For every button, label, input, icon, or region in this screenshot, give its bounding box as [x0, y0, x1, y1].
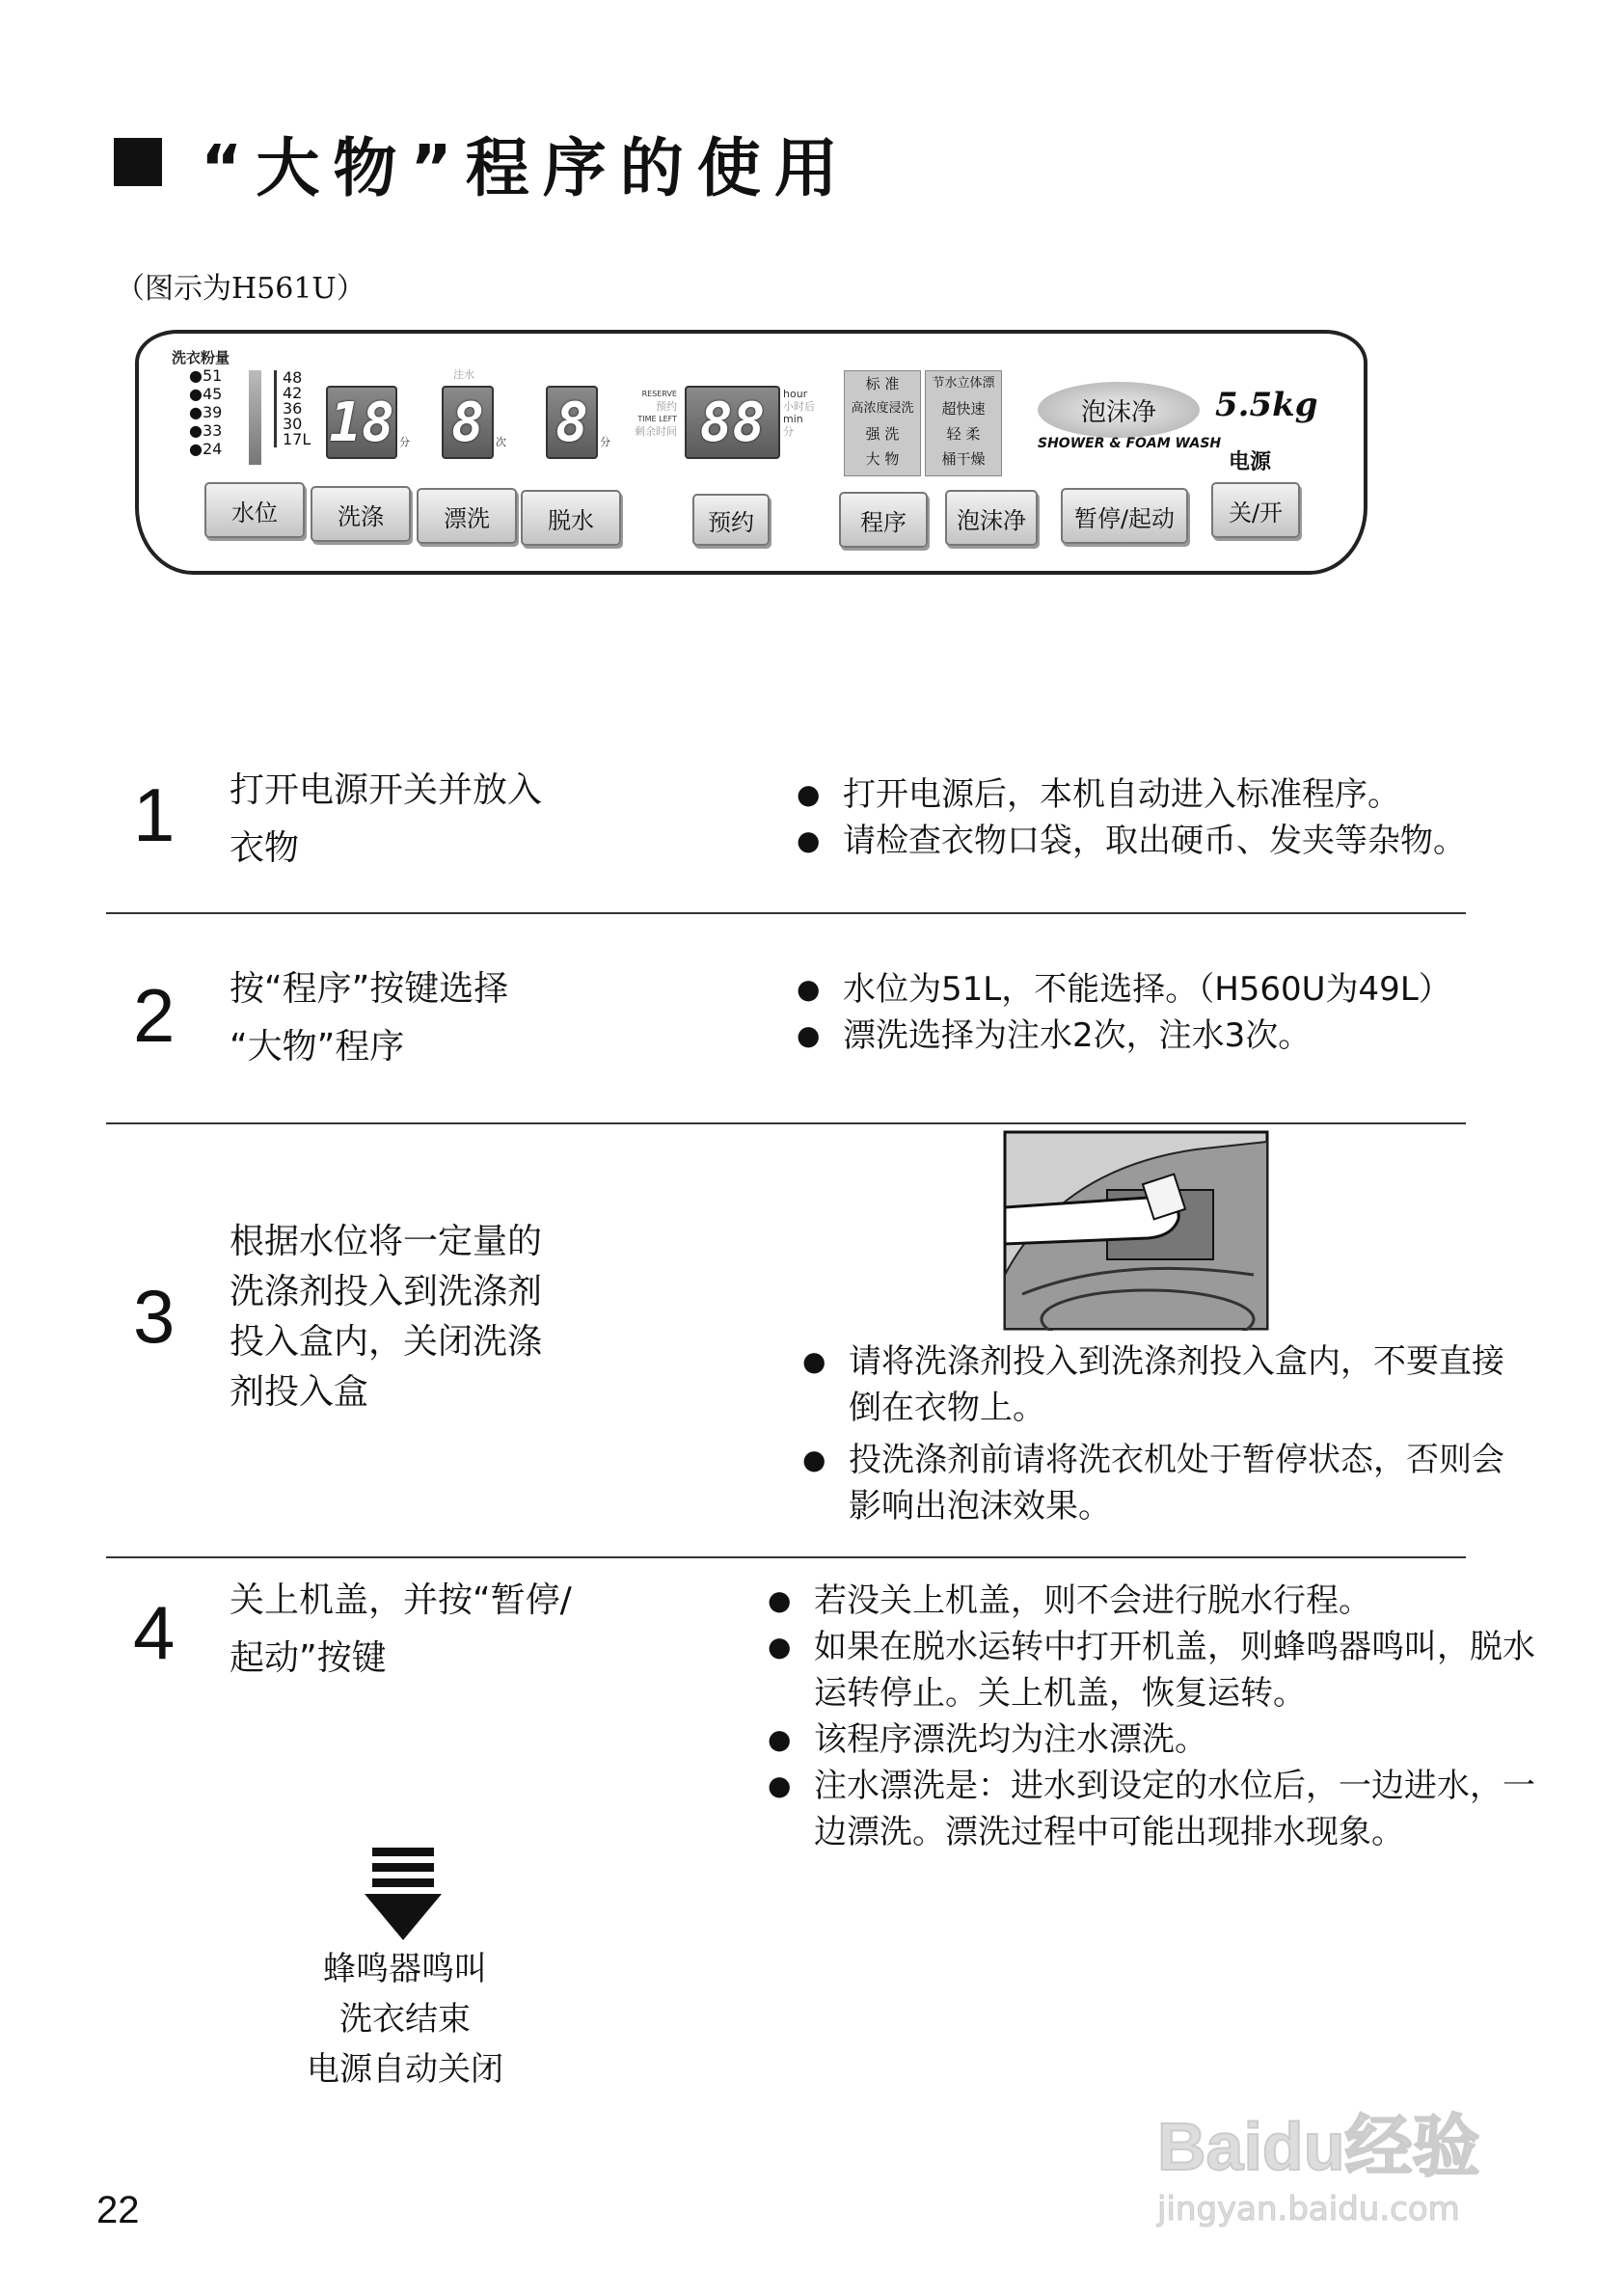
note-item: ● 水位为51L，不能选择。（H560U为49L） — [797, 966, 1529, 1013]
page-number: 22 — [96, 2189, 140, 2231]
note-item: ● 注水漂洗是：进水到设定的水位后，一边进水，一边漂洗。漂洗过程中可能出现排水现象。 — [768, 1763, 1539, 1855]
min-cn-label: 分 — [783, 425, 794, 438]
program-indicator: 桶干燥 — [941, 450, 986, 468]
step-action-line: 打开电源开关并放入 — [230, 770, 543, 810]
step-action-line: 剂投入盒 — [230, 1372, 369, 1412]
rinse-button[interactable]: 漂洗 — [417, 488, 517, 544]
step-number: 1 — [133, 772, 176, 857]
unit-minutes: 分 — [399, 436, 410, 448]
hour-en-label: hour — [783, 388, 808, 400]
note-item: ● 漂洗选择为注水2次，注水3次。 — [797, 1013, 1529, 1059]
step-action-line: “大物”程序 — [230, 1027, 405, 1067]
hour-min-labels — [783, 388, 815, 438]
down-arrow-drawing — [365, 1846, 442, 1942]
reserve-en-label: RESERVE — [641, 390, 677, 398]
title-bullet-square — [114, 138, 162, 186]
spin-button[interactable]: 脱水 — [521, 490, 621, 546]
title-text: “大物”程序的使用 — [201, 130, 852, 205]
detergent-box-drawing — [1003, 1130, 1269, 1331]
note-item: ● 请将洗涤剂投入到洗涤剂投入盒内，不要直接倒在衣物上。 — [802, 1338, 1506, 1431]
end-line: 洗衣结束 — [339, 2000, 471, 2039]
note-item: ● 请检查衣物口袋，取出硬币、发夹等杂物。 — [797, 818, 1529, 864]
step-action — [230, 960, 508, 1076]
foam-badge-text: 泡沫净 — [1080, 397, 1156, 427]
rinse-digits: 8 — [451, 391, 484, 454]
level-icon: ●33 — [189, 421, 223, 440]
foam-wash-subtitle: SHOWER & FOAM WASH — [1038, 436, 1222, 451]
watermark-brand: Baidu经验 — [1157, 2109, 1480, 2184]
time-display — [685, 386, 780, 459]
reserve-timeleft-labels — [617, 388, 677, 438]
level-icon: ●39 — [189, 403, 223, 421]
power-label: 电源 — [1229, 450, 1272, 474]
pause-start-button[interactable]: 暂停/起动 — [1061, 488, 1188, 544]
unit-times: 次 — [496, 436, 506, 448]
down-arrow-icon — [365, 1846, 442, 1942]
scale-value: 30 — [283, 415, 303, 433]
foam-wash-badge — [1038, 382, 1200, 438]
step-divider — [106, 1122, 1466, 1124]
note-item: ● 若没关上机盖，则不会进行脱水行程。 — [768, 1578, 1539, 1624]
note-item: ● 投洗涤剂前请将洗衣机处于暂停状态，否则会影响出泡沫效果。 — [802, 1437, 1506, 1529]
cycle-end-note — [289, 1944, 521, 2094]
program-indicator: 轻 柔 — [946, 425, 981, 443]
step-action-line: 关上机盖，并按“暂停/ — [230, 1580, 572, 1620]
capacity-label: 5.5kg — [1215, 386, 1318, 424]
unit-minutes: 分 — [600, 436, 610, 448]
reserve-button[interactable]: 预约 — [692, 494, 770, 546]
level-icon: ●24 — [189, 440, 223, 458]
note-item: ● 如果在脱水运转中打开机盖，则蜂鸣器鸣叫，脱水运转停止。关上机盖，恢复运转。 — [768, 1624, 1539, 1716]
time-digits: 88 — [699, 391, 766, 454]
water-level-bar — [249, 370, 261, 465]
wash-time-display — [326, 386, 397, 459]
scale-value: 36 — [283, 399, 303, 418]
water-level-button[interactable]: 水位 — [204, 482, 305, 538]
spin-digits: 8 — [555, 391, 588, 454]
scale-value: 48 — [283, 368, 303, 387]
spin-time-display — [546, 386, 598, 459]
end-line: 蜂鸣器鸣叫 — [323, 1950, 487, 1988]
step-number: 2 — [133, 973, 176, 1058]
watermark-url: jingyan.baidu.com — [1157, 2190, 1460, 2228]
step-action-line: 根据水位将一定量的 — [230, 1222, 543, 1261]
step-number: 3 — [133, 1274, 176, 1359]
program-indicator: 节水立体漂 — [932, 376, 995, 391]
step-notes — [802, 1338, 1506, 1529]
water-fill-label: 注水 — [453, 368, 474, 381]
step-action — [230, 1572, 572, 1688]
figure-caption: （图示为H561U） — [116, 272, 365, 306]
scale-value: 17L — [283, 430, 311, 448]
program-indicator: 超快速 — [941, 400, 986, 418]
hour-cn-label: 小时后 — [783, 400, 815, 413]
timeleft-en-label: TIME LEFT — [637, 415, 677, 423]
program-list-right — [925, 370, 1002, 476]
detergent-amount-label: 洗衣粉量 — [172, 349, 230, 366]
foam-button[interactable]: 泡沫净 — [945, 490, 1038, 546]
program-list-left — [844, 370, 921, 476]
step-action — [230, 762, 542, 878]
water-level-scale — [274, 370, 311, 447]
step-action-line: 洗涤剂投入到洗涤剂 — [230, 1272, 543, 1311]
step-action-line: 按“程序”按键选择 — [230, 969, 509, 1009]
reserve-cn-label: 预约 — [656, 400, 677, 413]
note-item: ● 打开电源后，本机自动进入标准程序。 — [797, 771, 1529, 818]
step-notes — [768, 1578, 1539, 1855]
step-number: 4 — [133, 1590, 176, 1675]
step-action — [230, 1217, 542, 1418]
page-title — [114, 123, 852, 205]
timeleft-cn-label: 剩余时间 — [635, 425, 677, 438]
step-divider — [106, 912, 1466, 914]
step-notes — [797, 966, 1529, 1059]
level-icon: ●51 — [189, 366, 223, 385]
baidu-watermark — [1157, 2093, 1562, 2266]
step-action-line: 起动”按键 — [230, 1638, 387, 1678]
step-action-line: 衣物 — [230, 828, 300, 868]
step-divider — [106, 1556, 1466, 1558]
step-action-line: 投入盒内，关闭洗涤 — [230, 1322, 543, 1362]
program-button[interactable]: 程序 — [839, 492, 928, 548]
level-icon: ●45 — [189, 385, 223, 403]
wash-button[interactable]: 洗涤 — [311, 486, 411, 542]
program-indicator: 强 洗 — [865, 425, 900, 443]
end-line: 电源自动关闭 — [307, 2050, 503, 2089]
min-en-label: min — [783, 413, 803, 425]
scale-value: 42 — [283, 384, 303, 402]
program-indicator: 大 物 — [865, 450, 900, 468]
step-notes — [797, 771, 1529, 864]
program-indicator: 标 准 — [865, 375, 900, 392]
note-item: ● 该程序漂洗均为注水漂洗。 — [768, 1716, 1539, 1763]
detergent-level-icons — [189, 366, 228, 458]
wash-time-digits: 18 — [329, 391, 394, 454]
rinse-count-display — [442, 386, 494, 459]
power-button[interactable]: 关/开 — [1211, 482, 1300, 538]
program-indicator: 高浓度浸洗 — [851, 401, 914, 416]
detergent-box-illustration — [1003, 1130, 1269, 1331]
